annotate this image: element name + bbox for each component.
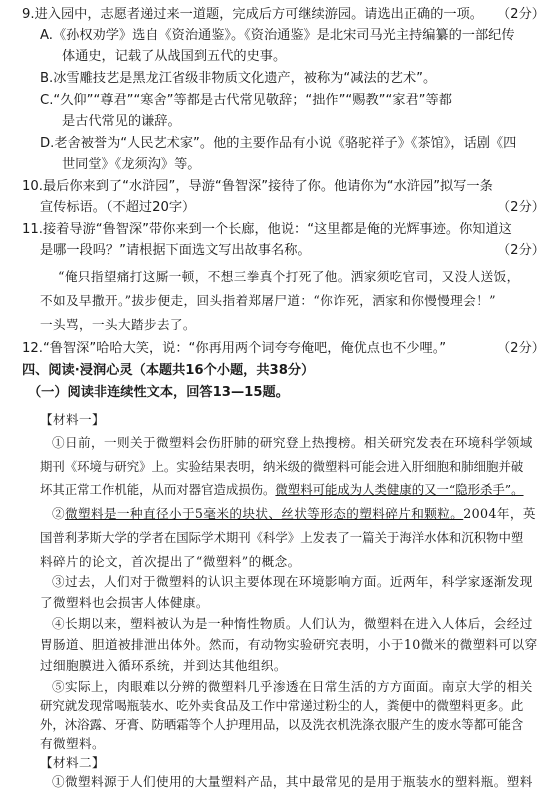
m1-para4-line2: 胃肠道、胆道被排泄出体外。然而，有动物实验研究表明，小于10微米的微塑料可以穿 [40,637,538,652]
q9-score: （2分） [497,7,545,22]
m1-para5-line3: 外，沐浴露、牙膏、防晒霜等个人护理用品，以及洗衣机洗涤衣服产生的废水等都可能含 [40,717,524,732]
subsection-1-heading: （一）阅读非连续性文本，回答13—15题。 [28,385,289,400]
q11-line2: 是哪一段吗？”请根据下面选文写出故事名称。 [40,243,311,258]
m1-para4-line3: 过细胞膜进入循环系统，并到达其他组织。 [40,658,287,673]
q9-option-c-line1: C.“久仰”“尊君”“寒舍”等都是古代常见敬辞；“拙作”“赐教”“家君”等都 [40,93,452,108]
q9-option-a-line1: A.《孙权劝学》选自《资治通鉴》。《资治通鉴》是北宋司马光主持编纂的一部纪传 [40,28,515,43]
m1-para2-line3: 料碎片的论文，首次提出了“微塑料”的概念。 [40,554,301,569]
m1-para2-line1 [52,505,536,523]
q11-passage-line1: “俺只指望痛打这厮一顿，不想三拳真个打死了他。洒家须吃官司，又没人送饭， [58,269,520,284]
q10-score: （2分） [497,200,545,215]
m1-para3-line2: 了微塑料也会损害人体健康。 [40,595,209,610]
q11-passage-line2: 不如及早撒开。”拔步便走，回头指着郑屠尸道：“你诈死，洒家和你慢慢理会！” [40,293,497,308]
section-4-heading: 四、阅读·浸润心灵（本题共16个小题，共38分） [22,363,315,378]
m1-underlined-sentence-1: 微塑料可能成为人类健康的又一“隐形杀手”。 [275,482,524,497]
q12-score: （2分） [497,341,545,356]
m1-underlined-sentence-2: 微塑料是一种直径小于5毫米的块状、丝状等形态的塑料碎片和颗粒。 [65,506,464,521]
q9-option-b: B.冰雪雕技艺是黑龙江省级非物质文化遗产，被称为“减法的艺术”。 [40,71,437,86]
m1-para5-line1: ⑤实际上，肉眼难以分辨的微塑料几乎渗透在日常生活的方方面面。南京大学的相关 [52,679,533,694]
m2-para1-line1: ①微塑料源于人们使用的大量塑料产品，其中最常见的是用于瓶装水的塑料瓶。塑料 [52,774,533,789]
q10-line2: 宣传标语。（不超过20字） [40,200,196,215]
m1-para2-line2: 国普利茅斯大学的学者在国际学术期刊《科学》上发表了一篇关于海洋水体和沉积物中塑 [40,530,524,545]
q9-option-d-line1: D.老舍被誉为“人民艺术家”。他的主要作品有小说《骆驼祥子》《茶馆》，话剧《四 [40,136,517,151]
q9-option-d-line2: 世同堂》《龙须沟》等。 [62,157,201,172]
q11-line1: 11.接着导游“鲁智深”带你来到一个长廊，他说：“这里都是俺的光辉事迹。你知道这 [22,222,512,237]
m1-para3-line1: ③过去，人们对于微塑料的认识主要体现在环境影响方面。近两年，科学家逐渐发现 [52,574,533,589]
m1-para1-line1: ①日前，一则关于微塑料会伤肝肺的研究登上热搜榜。相关研究发表在环境科学领域 [52,435,533,450]
m1-para1-line3-text: 坏其正常工作机能，从而对器官造成损伤。 [40,482,276,497]
m1-para5-line4: 有微塑料。 [40,736,105,751]
m1-para2-num: ② [52,506,65,521]
q10-line1: 10.最后你来到了“水浒园”，导游“鲁智深”接待了你。他请你为“水浒园”拟写一条 [22,179,493,194]
m1-para1-line2: 期刊《环境与研究》上。实验结果表明，纳米级的微塑料可能会进入肝细胞和肺细胞并破 [40,459,524,474]
q9-stem: 9.进入园中，志愿者递过来一道题，完成后方可继续游园。请选出正确的一项。 [22,7,483,22]
q9-option-a-line2: 体通史，记载了从战国到五代的史事。 [62,49,287,64]
m1-para5-line2: 研究就发现常喝瓶装水、吃外卖食品及工作中常递过粉尘的人，粪便中的微塑料更多。此 [40,698,524,713]
q9-option-c-line2: 是古代常见的谦辞。 [62,114,181,129]
q11-score: （2分） [497,243,545,258]
q11-passage-line3: 一头骂，一头大踏步去了。 [40,317,196,332]
m1-para4-line1: ④长期以来，塑料被认为是一种惰性物质。人们认为，微塑料在进入人体后，会经过 [52,616,533,631]
m1-para1-line3 [40,481,524,499]
material-1-title: 【材料一】 [40,412,105,427]
q12-line1: 12.“鲁智深”哈哈大笑，说：“你再用两个词夸夸俺吧，俺优点也不少哩。” [22,341,447,356]
m1-para2-line1-tail: 2004年，英 [463,506,536,521]
material-2-title: 【材料二】 [40,755,105,770]
